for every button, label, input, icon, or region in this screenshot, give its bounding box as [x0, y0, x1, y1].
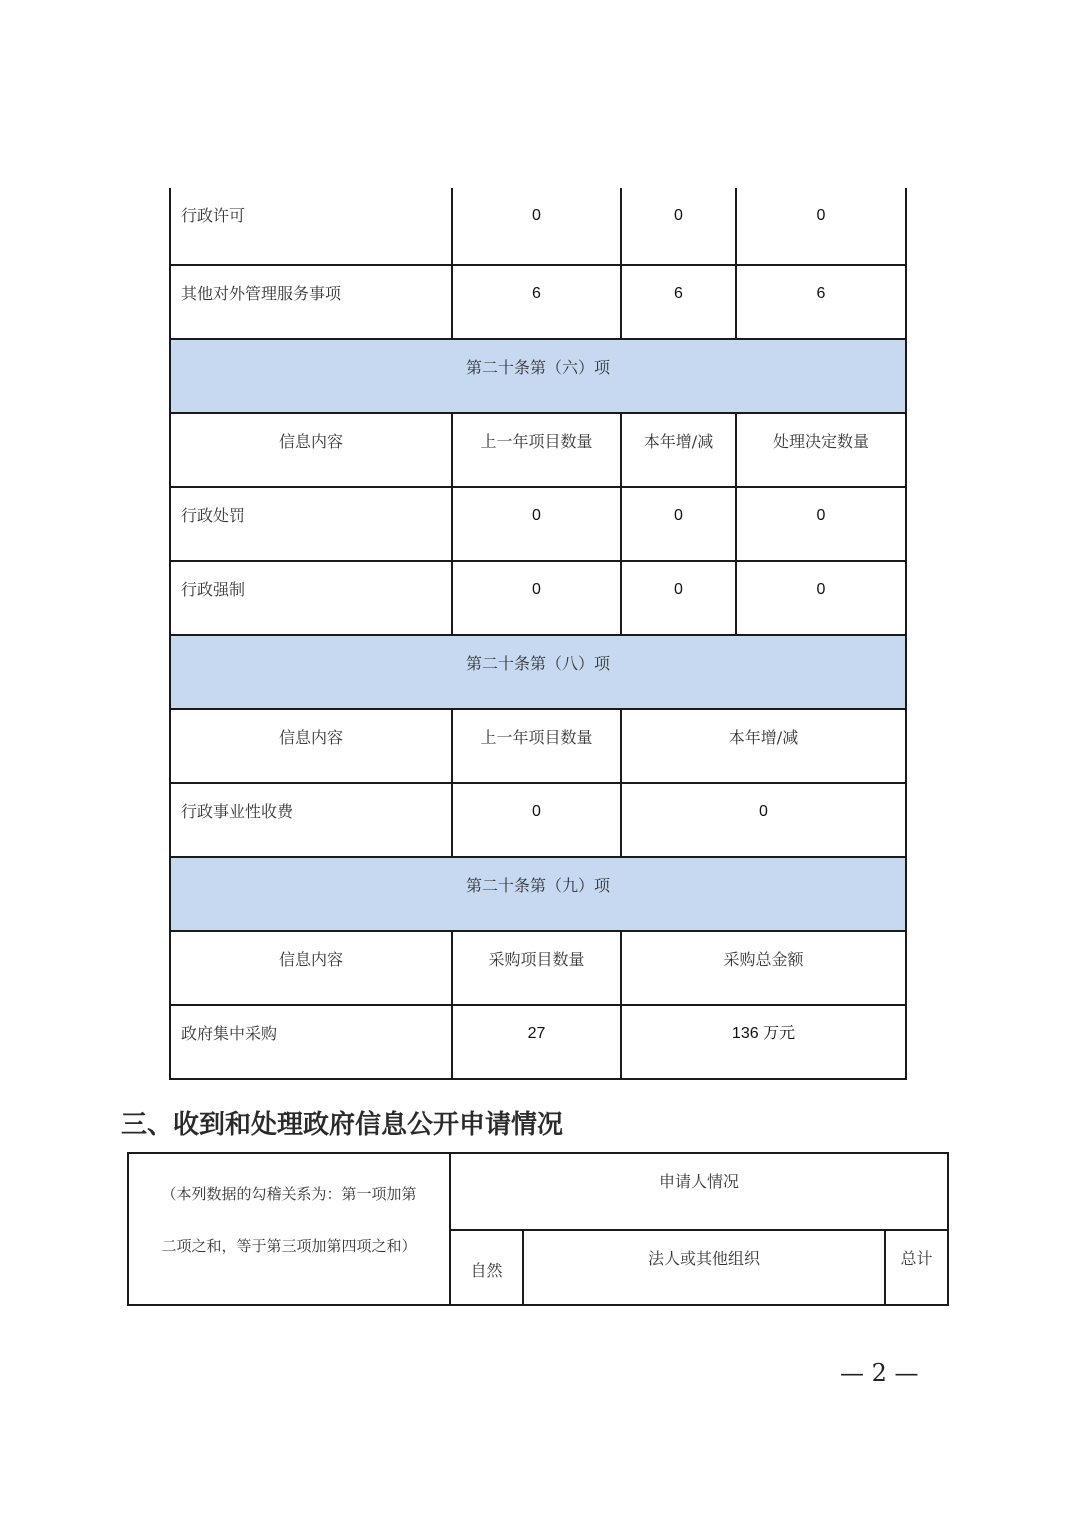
table-row [170, 1005, 906, 1079]
page-number: — 2 — [840, 1359, 919, 1387]
column-header: 自然 [450, 1230, 523, 1305]
row-label: 行政强制 [170, 561, 452, 635]
applicant-header-row [128, 1153, 948, 1230]
column-header: 处理决定数量 [736, 413, 906, 487]
cell-value: 0 [452, 783, 621, 857]
cell-value: 0 [736, 487, 906, 561]
column-header: 上一年项目数量 [452, 413, 621, 487]
row-label: 行政事业性收费 [170, 783, 452, 857]
table-row [170, 487, 906, 561]
cell-value: 0 [452, 561, 621, 635]
disclosure-table [169, 188, 907, 1080]
section-title: 第二十条第（九）项 [170, 857, 906, 931]
section-title: 第二十条第（六）项 [170, 339, 906, 413]
application-table [127, 1152, 949, 1306]
column-header: 采购总金额 [621, 931, 906, 1005]
row-label: 行政许可 [170, 188, 452, 265]
column-header: 总计 [885, 1230, 948, 1305]
cell-value: 136 万元 [621, 1005, 906, 1079]
note-line: （本列数据的勾稽关系为：第一项加第 [161, 1185, 417, 1203]
cell-value: 6 [621, 265, 736, 339]
cell-value: 0 [621, 487, 736, 561]
cell-value: 27 [452, 1005, 621, 1079]
column-header: 上一年项目数量 [452, 709, 621, 783]
column-header: 法人或其他组织 [523, 1230, 885, 1305]
cell-value: 0 [452, 188, 621, 265]
cell-value: 0 [621, 561, 736, 635]
section-header-row [170, 857, 906, 931]
cell-value: 0 [621, 783, 906, 857]
column-header-row [170, 413, 906, 487]
applicant-header: 申请人情况 [450, 1153, 948, 1230]
table-row [170, 783, 906, 857]
section-header-row [170, 339, 906, 413]
section-heading: 三、收到和处理政府信息公开申请情况 [121, 1110, 564, 1140]
cell-value: 0 [736, 188, 906, 265]
section-title: 第二十条第（八）项 [170, 635, 906, 709]
section-header-row [170, 635, 906, 709]
column-header-row [170, 709, 906, 783]
row-label: 其他对外管理服务事项 [170, 265, 452, 339]
cell-value: 0 [736, 561, 906, 635]
note-cell [128, 1153, 450, 1305]
cell-value: 6 [452, 265, 621, 339]
column-header: 信息内容 [170, 709, 452, 783]
table-row [170, 188, 906, 265]
table-row [170, 265, 906, 339]
note-line: 二项之和，等于第三项加第四项之和） [161, 1237, 417, 1255]
row-label: 行政处罚 [170, 487, 452, 561]
cell-value: 0 [621, 188, 736, 265]
table-row [170, 561, 906, 635]
column-header-row [170, 931, 906, 1005]
row-label: 政府集中采购 [170, 1005, 452, 1079]
cell-value: 0 [452, 487, 621, 561]
column-header: 信息内容 [170, 931, 452, 1005]
cell-value: 6 [736, 265, 906, 339]
column-header: 信息内容 [170, 413, 452, 487]
column-header: 本年增/减 [621, 413, 736, 487]
column-header: 本年增/减 [621, 709, 906, 783]
column-header: 采购项目数量 [452, 931, 621, 1005]
